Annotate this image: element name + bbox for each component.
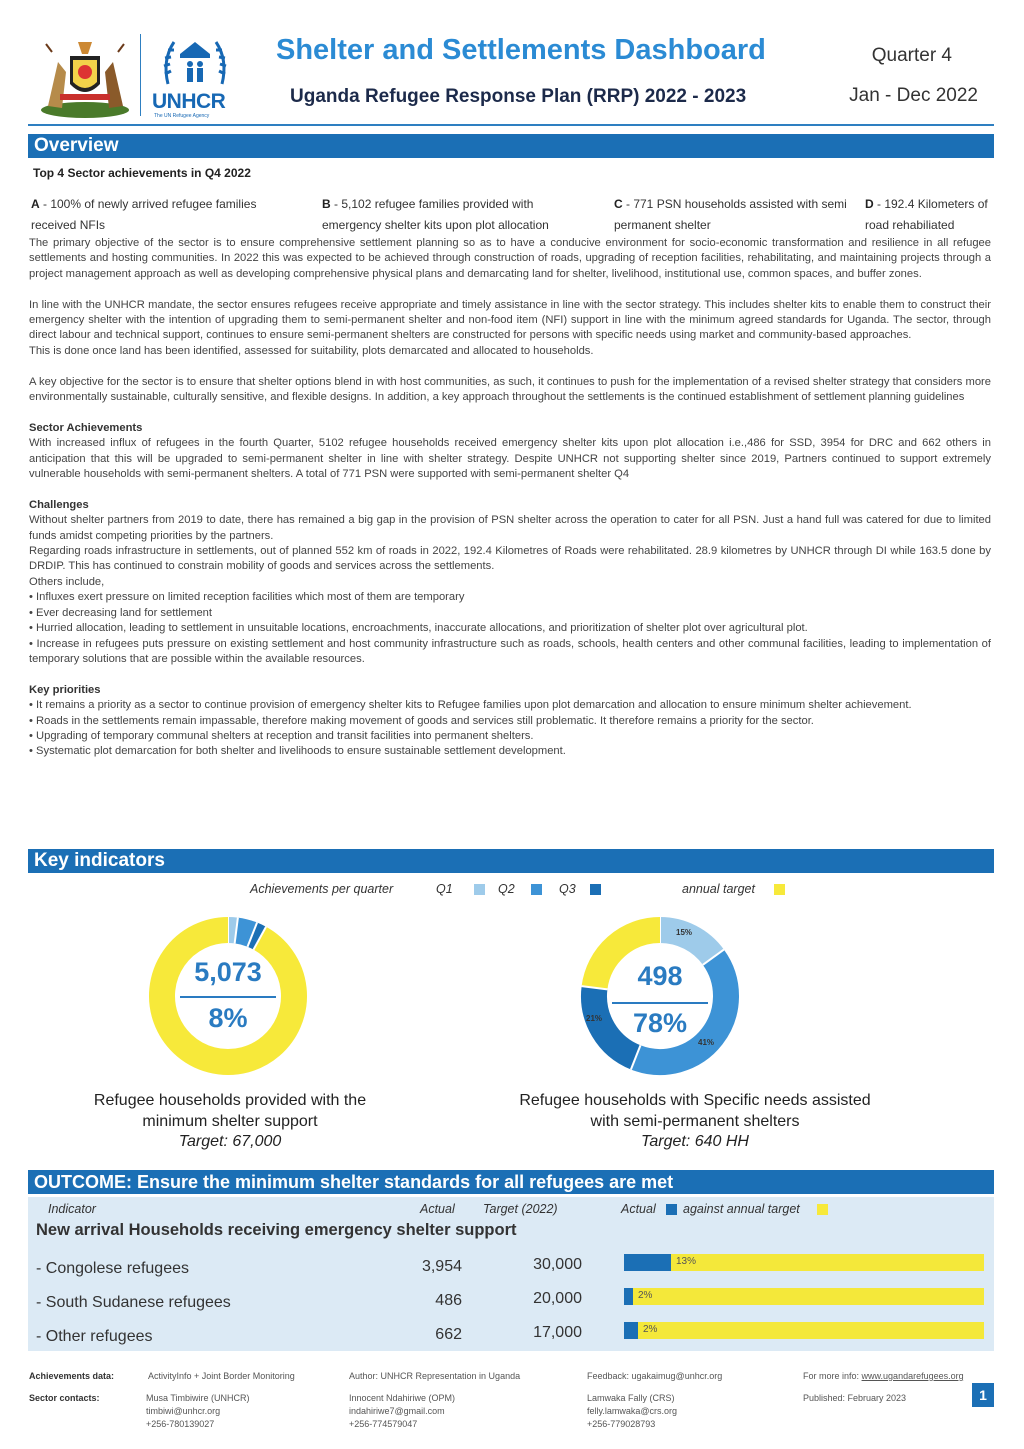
- overview-body: [29, 236, 991, 760]
- footer-ach-data-label: Achievements data:: [29, 1371, 115, 1381]
- outcome-row-label: - Congolese refugees: [36, 1260, 189, 1277]
- indicator2-target: Target: 640 HH: [641, 1133, 749, 1150]
- outcome-row-target: 20,000: [533, 1290, 582, 1307]
- overview-paragraph: The primary objective of the sector is to ensure comprehensive settlement planning so as to have a conducive environment for socio-economic transformation and resilience in all refugee settlements and hosting communities. In 2022 this was expected to be achieved through construction of roads, upgrading of reception facilities, rehabilitating, and maintaining projects through a project management approach as well as developing comprehensive physical plans and demarcating land for shelter, livelihood, institutional use, common spaces, and buffer zones.: [29, 237, 991, 280]
- donut-slice-q1: [228, 930, 236, 931]
- donut-slice-q2: [236, 931, 252, 935]
- footer-ach-data-value: ActivityInfo + Joint Border Monitoring: [148, 1371, 295, 1381]
- outcome-progress-bar: [624, 1288, 984, 1305]
- segment-label-q2: 41%: [698, 1038, 715, 1047]
- priorities-heading: Key priorities: [29, 683, 101, 696]
- priorities-line: • Systematic plot demarcation for both shelter and livelihoods to ensure sustainable settlement development.: [29, 745, 566, 758]
- footer-contacts-label: Sector contacts:: [29, 1393, 100, 1403]
- period-label: Jan - Dec 2022: [849, 85, 978, 106]
- col-against-target: against annual target: [683, 1202, 800, 1216]
- legend-q3-label: Q3: [559, 882, 576, 896]
- priorities-line: • It remains a priority as a sector to continue provision of emergency shelter kits to Refugee families upon plot demarcation and allocation to ensure minimum shelter achievement.: [29, 699, 912, 712]
- outcome-progress-fill: [624, 1322, 638, 1339]
- challenges-line: • Hurried allocation, leading to settlement in unsuitable locations, encroachments, inaccurate allocations, and prioritization of shelter plot over agricultural plot.: [29, 622, 808, 635]
- col-target: Target (2022): [483, 1202, 558, 1216]
- footer-contact-2: Innocent Ndahiriwe (OPM) indahiriwe7@gmail.com +256-774579047: [349, 1393, 456, 1429]
- uganda-coat-of-arms-icon: [38, 32, 133, 120]
- legend-q2-label: Q2: [498, 882, 515, 896]
- outcome-row-actual: 3,954: [421, 1258, 462, 1275]
- more-info-link[interactable]: www.ugandarefugees.org: [861, 1371, 964, 1381]
- overview-paragraph: In line with the UNHCR mandate, the sector ensures refugees receive appropriate and timely assistance in line with the sector strategy. This includes shelter kits to enable them to construct their emergency shelter with the intention of upgrading them to semi-permanent shelter and non-food item (NFI) support in line with the minimum agreed standards for Uganda. The sector, through direct labour and technical support, continues to ensure semi-permanent shelters are constructed for persons with specific needs using market and community-based approaches.: [29, 298, 991, 342]
- challenges-line: Without shelter partners from 2019 to date, there has remained a big gap in the provision of PSN shelter across the operation to cater for all PSN. Just a hand full was catered for due to limited funds amidst competing priorities by the partners.: [29, 514, 991, 542]
- col-actual: Actual: [420, 1202, 455, 1216]
- unhcr-logo: [148, 34, 238, 120]
- outcome-row-label: - South Sudanese refugees: [36, 1294, 231, 1311]
- legend-q2-swatch: [531, 884, 542, 895]
- outcome-group-title: New arrival Households receiving emergency shelter support: [36, 1221, 517, 1239]
- outcome-row-label: - Other refugees: [36, 1328, 153, 1345]
- challenges-line: Regarding roads infrastructure in settlements, out of planned 552 km of roads in 2022, 192.4 Kilometres of Roads were rehabilitated. 28.9 kilometres by UNHCR through DI while 163.5 done by DRDIP. This has continued to constrain mobility of goods and services across the settlements.: [29, 545, 991, 573]
- indicator1-percent: 8%: [208, 1003, 248, 1033]
- legend-target-label: annual target: [682, 882, 755, 896]
- challenges-line: • Ever decreasing land for settlement: [29, 606, 213, 619]
- outcome-row-target: 17,000: [533, 1324, 582, 1341]
- priorities-line: • Roads in the settlements remain impassable, therefore making movement of goods and services still problematic. It therefore remains a priority for the sector.: [29, 714, 814, 727]
- legend-title: Achievements per quarter: [250, 882, 394, 896]
- outcome-progress-fill: [624, 1254, 671, 1271]
- outcome-heading: OUTCOME: Ensure the minimum shelter standards for all refugees are met: [28, 1170, 994, 1194]
- outcome-row-actual: 662: [435, 1326, 462, 1343]
- col-indicator: Indicator: [48, 1202, 96, 1216]
- segment-label-q3: 21%: [586, 1014, 603, 1023]
- footer-more-info: For more info: www.ugandarefugees.org: [803, 1371, 964, 1381]
- indicator2-percent: 78%: [632, 1008, 688, 1038]
- indicator2-divider: [612, 1002, 708, 1004]
- top4-heading: Top 4 Sector achievements in Q4 2022: [33, 166, 251, 180]
- outcome-row-actual: 486: [435, 1292, 462, 1309]
- outcome-progress-bar: [624, 1254, 984, 1271]
- challenges-line: • Influxes exert pressure on limited reception facilities which most of them are temporary: [29, 591, 465, 604]
- outcome-progress-label: 13%: [676, 1256, 697, 1267]
- footer-author: Author: UNHCR Representation in Uganda: [349, 1371, 521, 1381]
- page-subtitle: Uganda Refugee Response Plan (RRP) 2022 - 2023: [290, 86, 747, 107]
- key-indicators-heading: Key indicators: [28, 849, 994, 873]
- legend-q3-swatch: [590, 884, 601, 895]
- priorities-line: • Upgrading of temporary communal shelters at reception and transit facilities into permanent shelters.: [29, 729, 534, 742]
- achievement-c: C - 771 PSN households assisted with semi permanent shelter: [614, 197, 847, 232]
- quarter-label: Quarter 4: [871, 45, 952, 66]
- indicator1-divider: [180, 996, 276, 998]
- overview-paragraph: This is done once land has been identified, assessed for suitability, plots demarcated and allocated to households.: [29, 344, 594, 357]
- achievement-a: A - 100% of newly arrived refugee families received NFIs: [31, 197, 257, 232]
- footer-feedback: Feedback: ugakaimug@unhcr.org: [587, 1371, 723, 1381]
- indicator2-label: Refugee households with Specific needs assisted with semi-permanent shelters: [519, 1092, 871, 1130]
- unhcr-tagline: The UN Refugee Agency: [154, 113, 210, 119]
- footer-published: Published: February 2023: [803, 1393, 907, 1403]
- page-header: [28, 30, 994, 122]
- challenges-line: • Increase in refugees puts pressure on existing settlement and host community infrastructure such as roads, schools, health centers and other communal facilities, leading to implementation of temporary solutions that are possible within the available resources.: [29, 637, 991, 665]
- sector-achievements-heading: Sector Achievements: [29, 421, 143, 434]
- unhcr-emblem-icon: [160, 34, 230, 88]
- challenges-heading: Challenges: [29, 498, 89, 511]
- outcome-progress-bar: [624, 1322, 984, 1339]
- footer-contact-3: Lamwaka Fally (CRS) felly.lamwaka@crs.org +256-779028793: [587, 1393, 677, 1429]
- col-target-swatch: [817, 1204, 828, 1215]
- header-rule: [28, 124, 994, 126]
- outcome-progress-label: 2%: [643, 1324, 658, 1335]
- challenges-line: Others include,: [29, 575, 105, 588]
- page-title: Shelter and Settlements Dashboard: [276, 34, 766, 66]
- overview-heading: Overview: [28, 134, 994, 158]
- header-divider: [140, 34, 141, 116]
- page-number: 1: [972, 1383, 994, 1407]
- outcome-progress-fill: [624, 1288, 633, 1305]
- achievement-b: B - 5,102 refugee families provided with emergency shelter kits upon plot allocation: [322, 197, 549, 232]
- segment-label-q1: 15%: [676, 928, 693, 937]
- legend-target-swatch: [774, 884, 785, 895]
- donut-slice-q3: [252, 935, 259, 939]
- outcome-progress-label: 2%: [638, 1290, 653, 1301]
- donut-chart-psn-shelters: [580, 916, 740, 1076]
- col-actual-bar: Actual: [621, 1202, 656, 1216]
- indicator1-target: Target: 67,000: [178, 1133, 282, 1150]
- outcome-row-target: 30,000: [533, 1256, 582, 1273]
- overview-paragraph: A key objective for the sector is to ensure that shelter options blend in with host communities, as such, it continues to push for the implementation of a revised shelter strategy that considers more environmentally sustainable, culturally sensitive, and flexible designs. In addition, a key approach throughout the settlements is the continued establishment of settlement planning guidelines: [29, 375, 991, 404]
- indicator1-value: 5,073: [194, 957, 262, 987]
- achievement-d: D - 192.4 Kilometers of road rehabiliated: [865, 197, 988, 232]
- sector-achievements-text: With increased influx of refugees in the fourth Quarter, 5102 refugee households received emergency shelter kits upon plot allocation i.e.,486 for SSD, 3954 for DRC and 662 others in anticipation that this will be upgraded to semi-permanent shelter in line with shelter strategy. Despite UNHCR not supporting shelter since 2019, Partners continued to support extremely vulnerable households with semi-permanent shelters. A total of 771 PSN were supported with semi-permanent shelter Q4: [29, 437, 991, 481]
- unhcr-name: UNHCR: [152, 90, 226, 113]
- legend-q1-label: Q1: [436, 882, 453, 896]
- indicator2-value: 498: [637, 961, 683, 991]
- legend-q1-swatch: [474, 884, 485, 895]
- col-actual-swatch: [666, 1204, 677, 1215]
- footer-contact-1: Musa Timbiwire (UNHCR) timbiwi@unhcr.org +256-780139027: [146, 1393, 250, 1429]
- indicator1-label: Refugee households provided with the minimum shelter support: [93, 1092, 367, 1130]
